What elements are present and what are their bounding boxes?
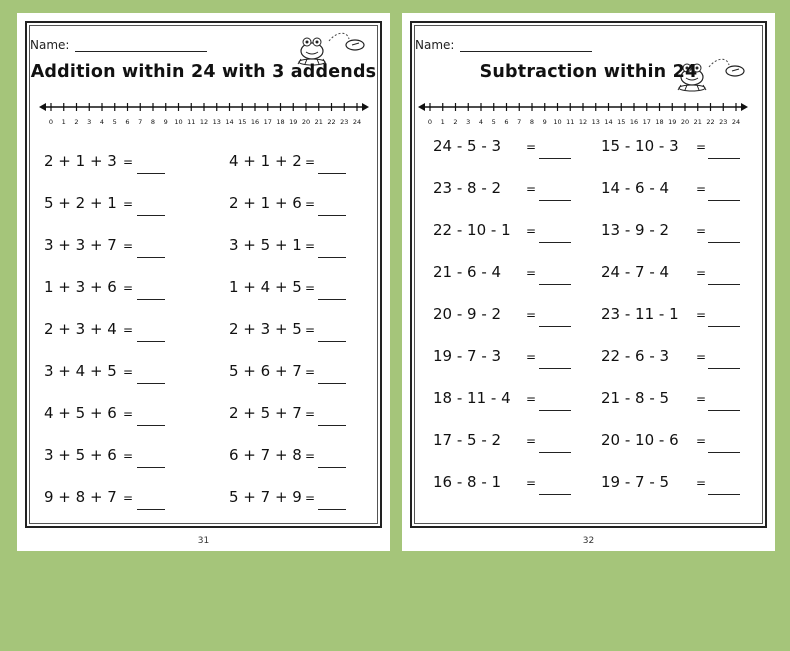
answer-blank[interactable] bbox=[137, 382, 165, 384]
problem-expression: 14 - 6 - 4 bbox=[601, 179, 670, 197]
tick-label: 2 bbox=[453, 118, 458, 126]
tick-label: 20 bbox=[301, 118, 311, 126]
answer-blank[interactable] bbox=[137, 256, 165, 258]
name-field[interactable] bbox=[415, 38, 592, 52]
answer-blank[interactable] bbox=[318, 508, 346, 510]
problem-expression: 18 - 11 - 4 bbox=[433, 389, 511, 407]
equals-sign: = bbox=[526, 224, 537, 238]
tick-label: 1 bbox=[61, 118, 66, 126]
problem-expression: 3 + 4 + 5 bbox=[44, 362, 117, 380]
tick-label: 21 bbox=[314, 118, 323, 126]
tick-label: 11 bbox=[566, 118, 575, 126]
answer-blank[interactable] bbox=[539, 409, 571, 411]
name-line[interactable] bbox=[75, 40, 207, 52]
tick-label: 11 bbox=[187, 118, 196, 126]
equals-sign: = bbox=[526, 140, 537, 154]
answer-blank[interactable] bbox=[539, 451, 571, 453]
page-number: 31 bbox=[197, 536, 210, 546]
answer-blank[interactable] bbox=[539, 493, 571, 495]
tick-label: 22 bbox=[327, 118, 336, 126]
answer-blank[interactable] bbox=[708, 325, 740, 327]
tick-label: 13 bbox=[591, 118, 600, 126]
problem-expression: 20 - 9 - 2 bbox=[433, 305, 502, 323]
answer-blank[interactable] bbox=[318, 256, 346, 258]
equals-sign: = bbox=[696, 392, 707, 406]
tick-label: 23 bbox=[719, 118, 728, 126]
equals-sign: = bbox=[123, 281, 134, 295]
equals-sign: = bbox=[696, 224, 707, 238]
answer-blank[interactable] bbox=[318, 340, 346, 342]
problem-expression: 3 + 5 + 1 bbox=[229, 236, 302, 254]
answer-blank[interactable] bbox=[318, 172, 346, 174]
problem-expression: 5 + 7 + 9 bbox=[229, 488, 302, 506]
tick-label: 14 bbox=[604, 118, 613, 126]
tick-label: 22 bbox=[706, 118, 715, 126]
problem-expression: 22 - 10 - 1 bbox=[433, 221, 511, 239]
tick-label: 1 bbox=[440, 118, 445, 126]
tick-label: 9 bbox=[542, 118, 547, 126]
tick-label: 8 bbox=[529, 118, 535, 126]
answer-blank[interactable] bbox=[708, 367, 740, 369]
right-arrow-icon bbox=[362, 103, 369, 111]
answer-blank[interactable] bbox=[708, 157, 740, 159]
answer-blank[interactable] bbox=[137, 424, 165, 426]
equals-sign: = bbox=[123, 407, 134, 421]
answer-blank[interactable] bbox=[318, 466, 346, 468]
name-label: Name: bbox=[30, 38, 70, 52]
equals-sign: = bbox=[305, 365, 316, 379]
tick-label: 9 bbox=[163, 118, 168, 126]
answer-blank[interactable] bbox=[708, 493, 740, 495]
problem-expression: 24 - 5 - 3 bbox=[433, 137, 502, 155]
left-arrow-icon bbox=[418, 103, 425, 111]
answer-blank[interactable] bbox=[539, 325, 571, 327]
equals-sign: = bbox=[305, 491, 316, 505]
problem-expression: 15 - 10 - 3 bbox=[601, 137, 679, 155]
answer-blank[interactable] bbox=[708, 241, 740, 243]
tick-label: 17 bbox=[263, 118, 272, 126]
answer-blank[interactable] bbox=[137, 214, 165, 216]
answer-blank[interactable] bbox=[318, 382, 346, 384]
tick-label: 12 bbox=[199, 118, 209, 126]
right-arrow-icon bbox=[741, 103, 748, 111]
equals-sign: = bbox=[305, 281, 316, 295]
answer-blank[interactable] bbox=[708, 451, 740, 453]
problem-expression: 21 - 6 - 4 bbox=[433, 263, 502, 281]
tick-label: 18 bbox=[655, 118, 664, 126]
problem-expression: 3 + 3 + 7 bbox=[44, 236, 117, 254]
tick-label: 10 bbox=[553, 118, 562, 126]
answer-blank[interactable] bbox=[708, 283, 740, 285]
problem-expression: 2 + 3 + 5 bbox=[229, 320, 302, 338]
answer-blank[interactable] bbox=[137, 172, 165, 174]
tick-label: 2 bbox=[74, 118, 79, 126]
problem-expression: 23 - 11 - 1 bbox=[601, 305, 679, 323]
equals-sign: = bbox=[696, 476, 707, 490]
problem-expression: 19 - 7 - 5 bbox=[601, 473, 670, 491]
answer-blank[interactable] bbox=[539, 157, 571, 159]
problem-expression: 1 + 4 + 5 bbox=[229, 278, 302, 296]
problem-expression: 4 + 1 + 2 bbox=[229, 152, 302, 170]
tick-label: 10 bbox=[174, 118, 183, 126]
tick-label: 16 bbox=[629, 118, 639, 126]
page-number: 32 bbox=[582, 536, 595, 546]
problem-expression: 5 + 6 + 7 bbox=[229, 362, 302, 380]
tick-label: 16 bbox=[250, 118, 260, 126]
problem-expression: 17 - 5 - 2 bbox=[433, 431, 502, 449]
name-line[interactable] bbox=[460, 40, 592, 52]
equals-sign: = bbox=[526, 350, 537, 364]
equals-sign: = bbox=[123, 197, 134, 211]
problem-expression: 23 - 8 - 2 bbox=[433, 179, 502, 197]
problem-expression: 22 - 6 - 3 bbox=[601, 347, 670, 365]
tick-label: 5 bbox=[491, 118, 496, 126]
answer-blank[interactable] bbox=[318, 298, 346, 300]
tick-label: 7 bbox=[517, 118, 522, 126]
tick-label: 5 bbox=[112, 118, 117, 126]
equals-sign: = bbox=[526, 266, 537, 280]
equals-sign: = bbox=[305, 197, 316, 211]
equals-sign: = bbox=[696, 182, 707, 196]
answer-blank[interactable] bbox=[318, 424, 346, 426]
equals-sign: = bbox=[123, 239, 134, 253]
tick-label: 7 bbox=[138, 118, 143, 126]
equals-sign: = bbox=[526, 182, 537, 196]
problem-expression: 19 - 7 - 3 bbox=[433, 347, 502, 365]
problem-expression: 20 - 10 - 6 bbox=[601, 431, 679, 449]
equals-sign: = bbox=[696, 308, 707, 322]
left-arrow-icon bbox=[39, 103, 46, 111]
equals-sign: = bbox=[696, 434, 707, 448]
answer-blank[interactable] bbox=[708, 199, 740, 201]
equals-sign: = bbox=[123, 323, 134, 337]
tick-label: 21 bbox=[693, 118, 702, 126]
tick-label: 4 bbox=[478, 118, 484, 126]
tick-label: 15 bbox=[238, 118, 247, 126]
problem-expression: 13 - 9 - 2 bbox=[601, 221, 670, 239]
worksheet-title: Subtraction within 24 bbox=[479, 62, 698, 82]
tick-label: 15 bbox=[617, 118, 626, 126]
name-label: Name: bbox=[415, 38, 455, 52]
equals-sign: = bbox=[526, 476, 537, 490]
tick-label: 13 bbox=[212, 118, 221, 126]
tick-label: 3 bbox=[466, 118, 471, 126]
equals-sign: = bbox=[305, 155, 316, 169]
problem-expression: 21 - 8 - 5 bbox=[601, 389, 670, 407]
equals-sign: = bbox=[526, 308, 537, 322]
tick-label: 0 bbox=[48, 118, 54, 126]
equals-sign: = bbox=[305, 323, 316, 337]
number-line bbox=[39, 101, 369, 127]
worksheet-title: Addition within 24 with 3 addends bbox=[30, 62, 377, 82]
tick-label: 18 bbox=[276, 118, 285, 126]
tick-label: 17 bbox=[642, 118, 651, 126]
equals-sign: = bbox=[526, 392, 537, 406]
name-field[interactable] bbox=[30, 38, 207, 52]
equals-sign: = bbox=[123, 155, 134, 169]
answer-blank[interactable] bbox=[539, 199, 571, 201]
problem-expression: 2 + 1 + 6 bbox=[229, 194, 302, 212]
answer-blank[interactable] bbox=[137, 466, 165, 468]
equals-sign: = bbox=[305, 449, 316, 463]
tick-label: 0 bbox=[427, 118, 433, 126]
equals-sign: = bbox=[696, 140, 707, 154]
problem-expression: 16 - 8 - 1 bbox=[433, 473, 502, 491]
number-line bbox=[418, 101, 748, 127]
tick-label: 19 bbox=[289, 118, 298, 126]
answer-blank[interactable] bbox=[708, 409, 740, 411]
problem-expression: 6 + 7 + 8 bbox=[229, 446, 302, 464]
tick-label: 24 bbox=[731, 118, 741, 126]
equals-sign: = bbox=[305, 239, 316, 253]
worksheet-page-32 bbox=[402, 13, 775, 551]
answer-blank[interactable] bbox=[539, 241, 571, 243]
problem-expression: 3 + 5 + 6 bbox=[44, 446, 117, 464]
problem-expression: 9 + 8 + 7 bbox=[44, 488, 117, 506]
problem-expression: 1 + 3 + 6 bbox=[44, 278, 117, 296]
equals-sign: = bbox=[123, 449, 134, 463]
problem-expression: 2 + 5 + 7 bbox=[229, 404, 302, 422]
problem-expression: 2 + 3 + 4 bbox=[44, 320, 117, 338]
tick-label: 19 bbox=[668, 118, 677, 126]
equals-sign: = bbox=[123, 365, 134, 379]
tick-label: 20 bbox=[680, 118, 690, 126]
problem-expression: 4 + 5 + 6 bbox=[44, 404, 117, 422]
problem-expression: 2 + 1 + 3 bbox=[44, 152, 117, 170]
tick-label: 6 bbox=[504, 118, 509, 126]
tick-label: 24 bbox=[352, 118, 362, 126]
answer-blank[interactable] bbox=[137, 508, 165, 510]
equals-sign: = bbox=[526, 434, 537, 448]
equals-sign: = bbox=[696, 266, 707, 280]
tick-label: 3 bbox=[87, 118, 92, 126]
tick-label: 8 bbox=[150, 118, 156, 126]
answer-blank[interactable] bbox=[318, 214, 346, 216]
problem-expression: 24 - 7 - 4 bbox=[601, 263, 670, 281]
equals-sign: = bbox=[305, 407, 316, 421]
problem-expression: 5 + 2 + 1 bbox=[44, 194, 117, 212]
worksheet-page-31 bbox=[17, 13, 390, 551]
answer-blank[interactable] bbox=[137, 298, 165, 300]
tick-label: 6 bbox=[125, 118, 130, 126]
tick-label: 4 bbox=[99, 118, 105, 126]
equals-sign: = bbox=[123, 491, 134, 505]
tick-label: 14 bbox=[225, 118, 234, 126]
answer-blank[interactable] bbox=[137, 340, 165, 342]
answer-blank[interactable] bbox=[539, 283, 571, 285]
tick-label: 23 bbox=[340, 118, 349, 126]
equals-sign: = bbox=[696, 350, 707, 364]
answer-blank[interactable] bbox=[539, 367, 571, 369]
tick-label: 12 bbox=[578, 118, 588, 126]
